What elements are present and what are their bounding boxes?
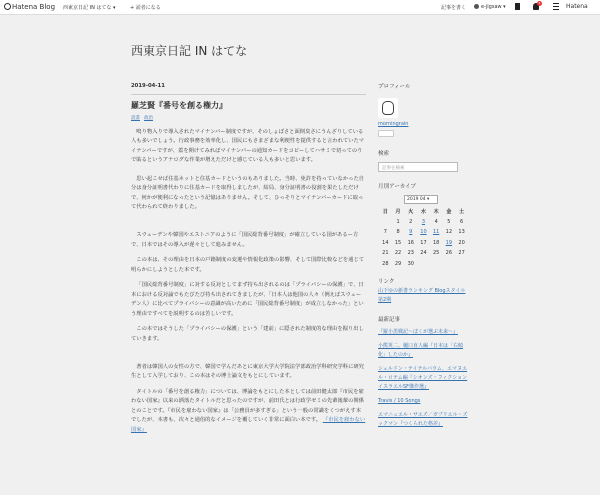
calendar-day: 27: [458, 250, 465, 257]
weekday-header: 木: [433, 208, 439, 215]
blog-name-dropdown[interactable]: 西東京日記 IN はてな ▾: [63, 5, 116, 11]
entry-title[interactable]: 羅芝賢『番号を創る権力』: [131, 100, 227, 110]
calendar-day: 18: [432, 239, 440, 246]
hatena-logo-icon: [4, 3, 11, 10]
calendar-day: [430, 227, 443, 238]
recent-heading: 最新記事: [378, 317, 401, 323]
paragraph: 「国民総背番号制度」に対する反対としてまず持ち出されるのは「プライバシーの保護」で、日本における反対論でもたびたび持ち出されてきましたが、「日本人は他国の人々（例えばスウェーデン人）に比べてプライバシーの意識が高いために「国民総背番号制度」が成立しなかった」という理由ですべてを説明するのは苦しいです。: [131, 282, 364, 317]
paragraph: 思い起こせば住基ネットと住基カードというのもありました。当時、免許を持っていなかった自分は身分証明書代わりに住基カードを取得しましたが、結局、身分証明書の役割を果たしただけで、何かが便利になったという記憶はありません。そして、ひっそりとマイナンバーカードに取って代わられて終わりました。: [131, 175, 365, 210]
calendar-day: 23: [407, 250, 414, 257]
avatar[interactable]: [378, 98, 398, 118]
book-link[interactable]: 『市民を雇わない国家』: [131, 417, 366, 433]
paragraph: スウェーデンや韓国やエストニアのように「国民総背番号制度」が確立している国があるー方で、日本ではその導入が遅々として進みません。: [131, 232, 359, 248]
user-menu[interactable]: [474, 4, 506, 10]
cat-icon: [382, 101, 394, 115]
recent-entry-link[interactable]: シェルドン・テイテルバウム、エマヌエル・ロテム編『シオンズ・フィクション イスラエルSF傑作選』: [378, 366, 468, 390]
calendar-day-link[interactable]: 11: [432, 229, 440, 236]
paragraph: この本ではそうした「プライバシーの保護」という「建前」に隠された制度的な理由を掘り出していきます。: [131, 326, 364, 342]
category-link[interactable]: 読書: [131, 116, 140, 121]
calendar-day: 15: [394, 239, 402, 246]
calendar-day: [417, 259, 430, 270]
calendar-day: 16: [407, 239, 414, 246]
recent-entry-link[interactable]: エマニュエル・サエズ／ガブリエル・ズックマン『つくられた格差』: [378, 412, 468, 427]
top-bar: [0, 0, 600, 15]
calendar-day: [443, 238, 456, 249]
weekday-header: 水: [420, 208, 426, 215]
user-name: e-jigsaw ▾: [481, 4, 506, 10]
article: [131, 82, 366, 435]
calendar-day: 13: [458, 229, 465, 236]
calendar-day: [430, 259, 443, 270]
calendar-day-link[interactable]: 10: [420, 229, 427, 236]
blog-title[interactable]: 西東京日記 IN はてな: [131, 44, 248, 58]
paragraph: 鳴り物入りで導入されたマイナンバー制度ですが、そのしょぼさと面倒臭さにうんざりしている人も多いでしょう。行政事務を効率化し、国民にもさまざまな利便性を提供すると言われていたマイナンバーですが、蓋を開けてみればマイナンバーの通知カードをコピーしてハサミで切ってのりで貼るというアナログな作業が増えただけと感じている人も多いと思います。: [131, 128, 365, 163]
entry-categories: [131, 114, 366, 124]
paragraph: [131, 388, 366, 436]
sidebar: [378, 82, 468, 429]
paragraph-text: タイトルの「番号を創る権力」については、博論をもとにした本としては前田健太郎『市民を雇わない国家』以来の洒落たタイトルだと思ったのですが、前田氏とは行政学ゼミの先輩後輩の関係とのことです。『市民を雇わない国家』は「公務員が多すぎる」という一般の常識をくつがえす本でしたが、本書も、次々と通俗的なイメージを覆していく非常に面白い本です。: [131, 388, 364, 423]
paragraph: 著者は韓国人の女性の方で、韓国で学んだあとに東京大学大学院法学部政治学科研究学科に研究生として入学しており、この本はその博士論文をもとにしています。: [131, 363, 364, 379]
calendar-day: 26: [445, 250, 453, 257]
calendar-day: 12: [445, 229, 453, 236]
logo-text: Hatena Blog: [12, 3, 56, 11]
calendar-day: [417, 227, 430, 238]
weekday-header: 日: [382, 208, 388, 215]
calendar-day-link[interactable]: 3: [421, 218, 426, 225]
profile-username[interactable]: morningrain: [378, 121, 409, 127]
calendar-day: 20: [458, 239, 465, 246]
link-heading: リンク: [378, 279, 395, 285]
calendar-day: 24: [420, 250, 427, 257]
paragraph: この本は、その理由を日本の戸籍制度の変遷や情報化政策の影響、そして国際比較などを通じて明らかにしようとした本です。: [131, 257, 365, 273]
calendar-day: [443, 259, 456, 270]
calendar-day: 14: [382, 239, 389, 246]
entry-body: [131, 128, 366, 436]
calendar-day: 28: [382, 260, 389, 267]
calendar-day: 7: [383, 229, 387, 236]
weekday-header: 金: [446, 208, 452, 215]
subscribe-button[interactable]: + 読者になる: [130, 5, 161, 11]
follow-button[interactable]: [378, 130, 394, 137]
calendar-day-link[interactable]: 9: [409, 229, 413, 236]
calendar-day: [417, 217, 430, 228]
menu-icon[interactable]: [553, 3, 559, 10]
calendar-day: 1: [396, 218, 400, 225]
calendar-day: 25: [432, 250, 440, 257]
calendar-day: [404, 227, 417, 238]
archive-month-select[interactable]: 2019 04 ▾: [404, 195, 438, 204]
flag-icon[interactable]: [515, 3, 520, 10]
weekday-header: 火: [408, 208, 414, 215]
calendar-day: 30: [407, 260, 414, 267]
write-article-link[interactable]: 記事を書く: [441, 5, 467, 11]
weekday-header: 土: [459, 208, 465, 215]
recent-entry-link[interactable]: 『羅小黒戦記〜ぼくが選ぶ未来〜』: [378, 329, 459, 335]
calendar-day-link[interactable]: 19: [445, 239, 453, 246]
search-heading: 検索: [378, 151, 390, 157]
profile-heading: プロフィール: [378, 84, 411, 90]
weekday-header: 月: [395, 208, 401, 215]
link-item[interactable]: 山下ゆの新書ランキング Blogスタイル第2期: [378, 288, 466, 303]
calendar-day: 22: [394, 250, 402, 257]
calendar-day: [455, 259, 468, 270]
calendar-day: 2: [409, 218, 413, 225]
recent-entry-link[interactable]: Travis / 10 Songs: [378, 398, 421, 404]
notification-badge: 4: [538, 1, 541, 5]
calendar-day: [379, 217, 392, 228]
hatena-blog-logo[interactable]: [4, 3, 55, 11]
recent-entry-link[interactable]: 小熊英二、樋口直人編『日本は「右傾化」したのか』: [378, 343, 464, 358]
calendar-day: 21: [382, 250, 389, 257]
hatena-link[interactable]: Hatena: [566, 3, 588, 10]
calendar-day: 5: [447, 218, 451, 225]
calendar-day: 8: [396, 229, 400, 236]
archive-calendar: [379, 206, 468, 269]
calendar-day: 29: [394, 260, 402, 267]
calendar-day: 6: [460, 218, 464, 225]
search-input[interactable]: 記事を検索: [378, 162, 458, 172]
archive-heading: 月別アーカイブ: [378, 184, 416, 190]
calendar-day: 4: [434, 218, 438, 225]
entry-date[interactable]: 2019-04-11: [131, 82, 366, 95]
category-link[interactable]: 政治: [144, 116, 153, 121]
calendar-day: 17: [420, 239, 427, 246]
user-icon: [474, 4, 479, 9]
